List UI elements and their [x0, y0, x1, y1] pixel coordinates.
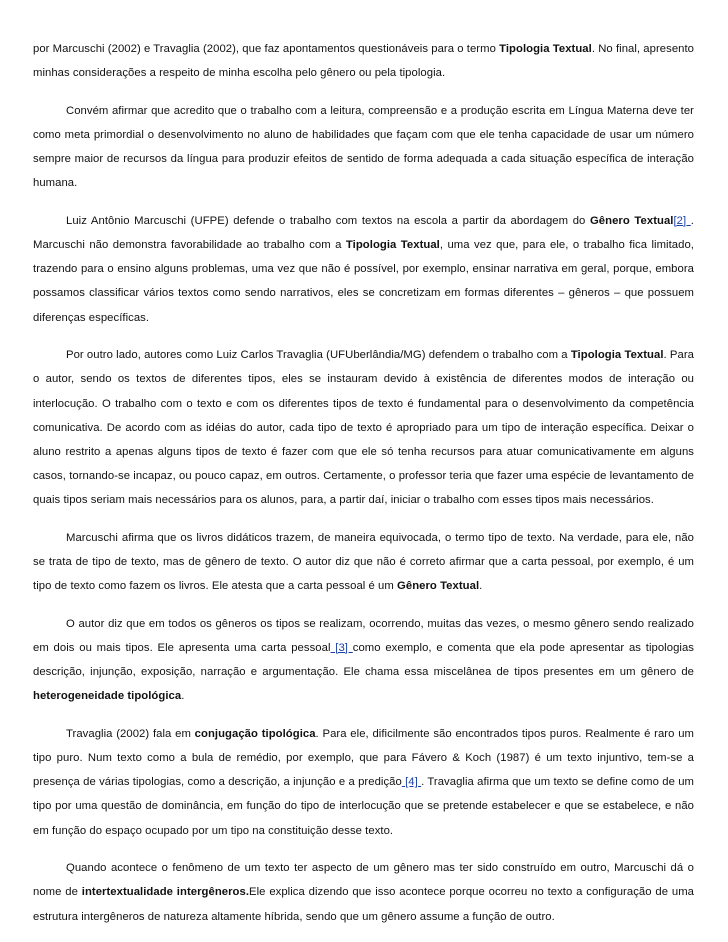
text-run: . Travaglia afirma que um texto se define como de um tipo por uma questão de dominância, em função do tipo de interlocução que se pretende estabelecer e que se estabelece, e não em função do espaço ocupado por um tipo na constituição desse texto. — [33, 776, 694, 837]
text-run: . Para ele, dificilmente são encontrados tipos puros. Realmente é raro um tipo puro. Num texto como a bula de remédio, por exemplo, que para Fávero & Koch (1987) é um texto injuntivo, tem-se a presença de várias tipologias, como a descrição, a injunção e a predição — [33, 727, 694, 789]
term-intertextualidade-intergeneros: intertextualidade intergêneros. — [81, 886, 250, 899]
footnote-link-4[interactable]: [4] — [401, 776, 422, 789]
text-run: Marcuschi afirma que os livros didáticos trazem, de maneira equivocada, o termo tipo de texto. Na verdade, para ele, não se trata de tipo de texto, mas de gênero de texto. O autor diz que não é correto afirmar que a carta pessoal, por exemplo, é um tipo de texto como fazem os livros. Ele atesta que a carta pessoal é um — [33, 531, 694, 593]
text-run: , uma vez que, para ele, o trabalho fica limitado, trazendo para o ensino alguns problemas, uma vez que não é possível, por exemplo, ensinar narrativa em geral, porque, embora possamos classificar vários textos como sendo narrativos, eles se concretizam em formas diferentes – gêneros – que possuem diferenças específicas. — [33, 239, 694, 324]
text-run: Quando acontece o fenômeno de um texto ter aspecto de um gênero mas ter sido construído em outro, Marcuschi dá o nome de — [33, 862, 694, 899]
text-run: . Marcuschi não demonstra favorabilidade ao trabalho com a — [33, 214, 694, 252]
term-tipologia-textual: Tipologia Textual — [570, 349, 664, 362]
text-run: O autor diz que em todos os gêneros os tipos se realizam, ocorrendo, muitas das vezes, o mesmo gênero sendo realizado em dois ou mais tipos. Ele apresenta uma carta pessoal — [33, 617, 694, 654]
term-genero-textual: Gênero Textual — [589, 214, 674, 227]
term-tipologia-textual: Tipologia Textual — [345, 239, 440, 252]
term-conjugacao-tipologica: conjugação tipológica — [194, 727, 316, 740]
text-run: Travaglia (2002) fala em — [66, 727, 195, 740]
document-page — [33, 37, 694, 942]
paragraph-3 — [33, 209, 694, 330]
paragraph-5 — [33, 526, 694, 599]
term-genero-textual: Gênero Textual — [397, 580, 480, 593]
paragraph-8 — [33, 856, 694, 929]
text-run: . — [479, 580, 483, 593]
text-run: Luiz Antônio Marcuschi (UFPE) defende o trabalho com textos na escola a partir da abordagem do — [66, 214, 590, 227]
paragraph-4 — [33, 343, 694, 512]
text-run: Por outro lado, autores como Luiz Carlos Travaglia (UFUberlândia/MG) defendem o trabalho com a — [66, 349, 571, 362]
footnote-link-3[interactable]: [3] — [330, 641, 353, 654]
text-run: Ele explica dizendo que isso acontece porque ocorreu no texto a configuração de uma estrutura intergêneros de natureza altamente híbrida, sendo que um gênero assume a função de outro. — [33, 886, 694, 923]
text-run: como exemplo, e comenta que ela pode apresentar as tipologias descrição, injunção, exposição, narração e argumentação. Ele chama essa miscelânea de tipos presentes em um gênero de — [33, 641, 694, 679]
paragraph-6 — [33, 612, 694, 709]
term-heterogeneidade-tipologica: heterogeneidade tipológica — [33, 690, 182, 703]
term-tipologia-textual: Tipologia Textual — [499, 43, 592, 55]
text-run: . No final, apresento minhas considerações a respeito de minha escolha pelo gênero ou pela tipologia. — [33, 43, 695, 80]
paragraph-7 — [33, 722, 694, 843]
paragraph-2 — [33, 99, 694, 196]
paragraph-1 — [33, 37, 694, 85]
text-run: . — [181, 690, 185, 703]
text-run: por Marcuschi (2002) e Travaglia (2002), que faz apontamentos questionáveis para o termo — [33, 43, 500, 55]
text-run: . Para o autor, sendo os textos de diferentes tipos, eles se instauram devido à existência de diferentes modos de interação ou interlocução. O trabalho com o texto e com os diferentes tipos de texto é fundamental para o desenvolvimento da competência comunicativa. De acordo com as idéias do autor, cada tipo de texto é apropriado para um tipo de interação específica. Deixar o aluno restrito a apenas alguns tipos de texto é fazer com que ele só tenha recursos para atuar comunicativamente em alguns casos, tornando-se incapaz, ou pouco capaz, em outros. Certamente, o professor teria que fazer uma espécie de levantamento de quais tipos seriam mais necessários para os alunos, para, a partir daí, iniciar o trabalho com esses tipos mais necessários. — [33, 349, 694, 507]
footnote-link-2[interactable]: [2] — [673, 214, 691, 227]
text-run: Convém afirmar que acredito que o trabalho com a leitura, compreensão e a produção escrita em Língua Materna deve ter como meta primordial o desenvolvimento no aluno de habilidades que façam com que ele tenha capacidade de usar um número sempre maior de recursos da língua para produzir efeitos de sentido de forma adequada a cada situação específica de interação humana. — [33, 104, 694, 190]
